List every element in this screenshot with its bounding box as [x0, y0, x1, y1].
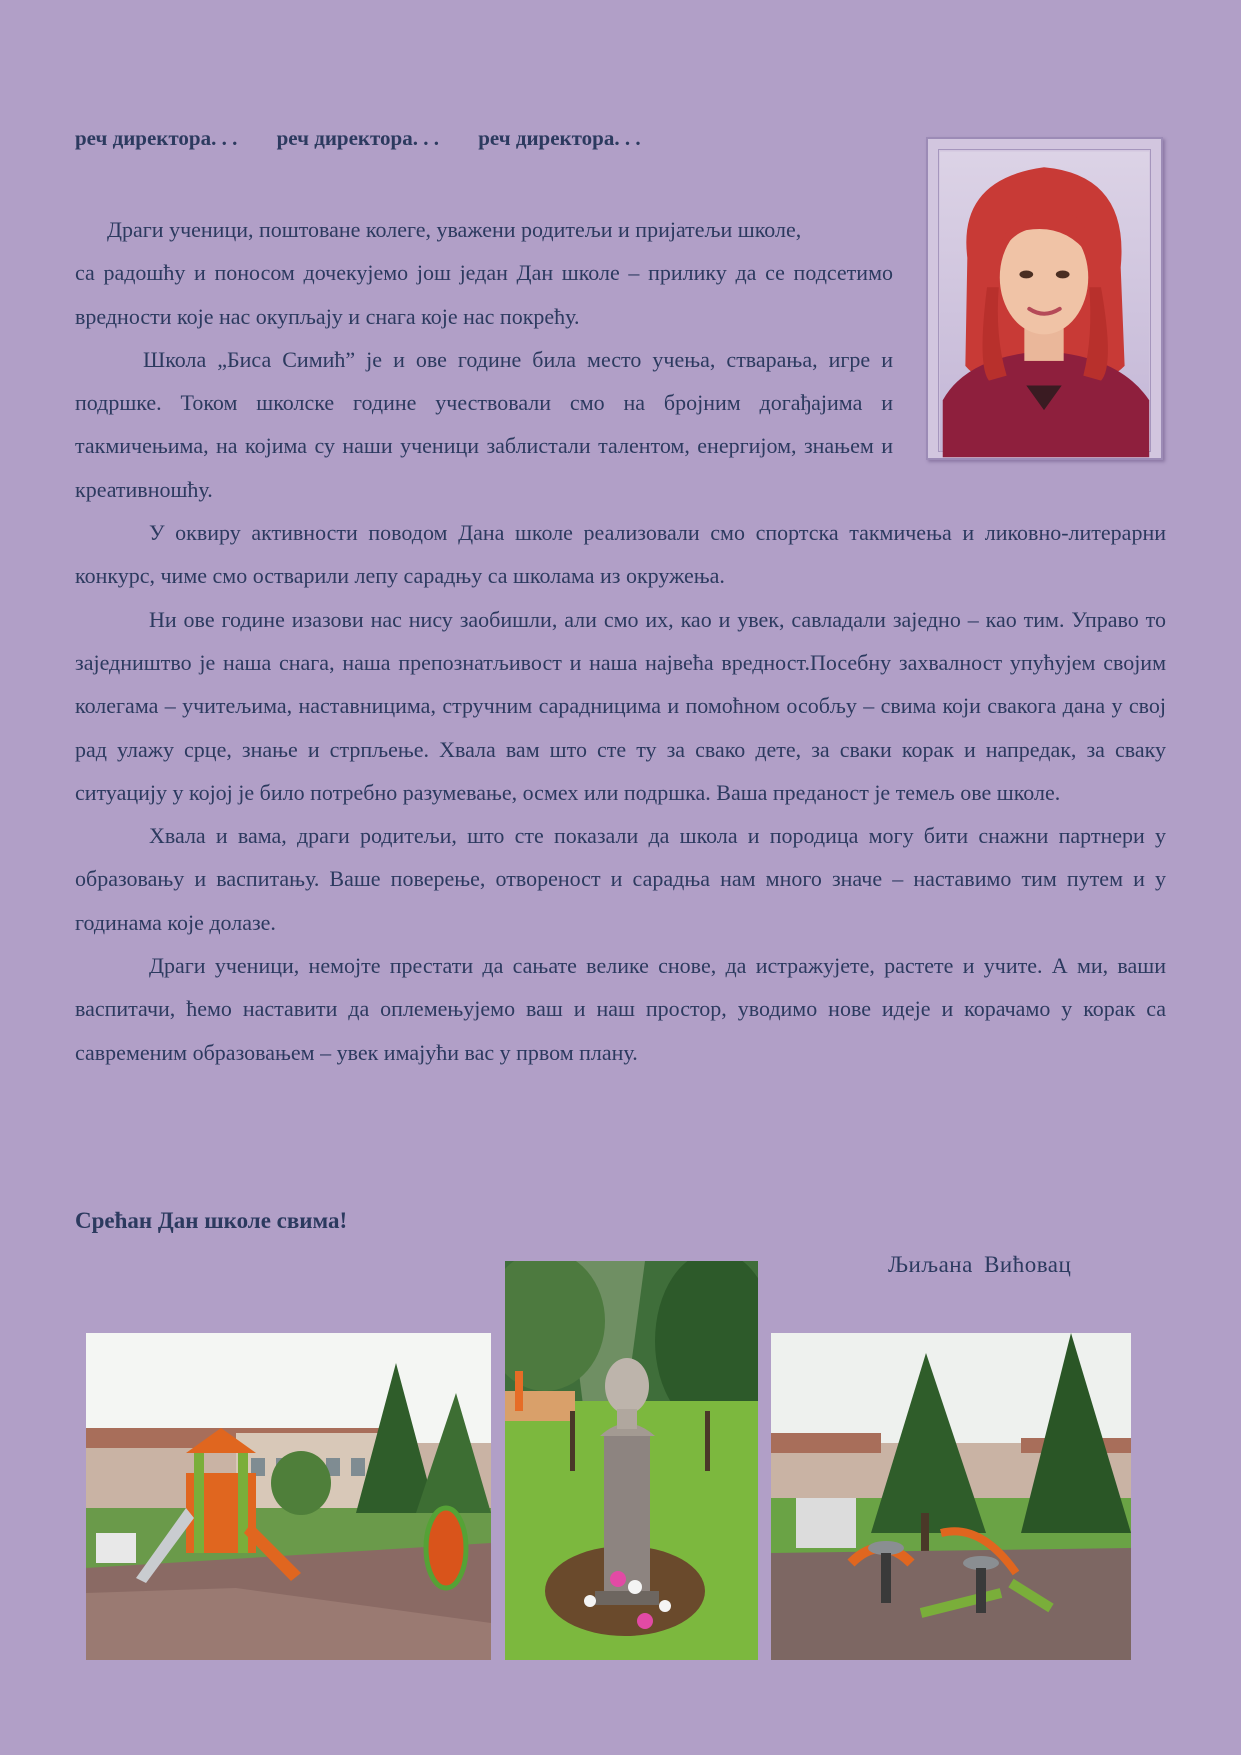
header-label: реч директора. . .: [478, 126, 641, 150]
closing-line: Срећан Дан школе свима!: [75, 1208, 348, 1233]
letter-paragraph: Хвала и вама, драги родитељи, што сте показали да школа и породица могу бити снажни партнери у образовању и васпитању. Ваше поверење, отвореност и сарадња нам много значе – наставимо тим путем и у годинама које долазе.: [75, 823, 1166, 935]
letter-paragraph: Школа „Биса Симић” је и ове године била место учења, стварања, игре и подршке. Током школске године учествовали смо на бројним догађајима и такмичењима, на којима су наши ученици заблистали талентом, енергијом, знањем и креативношћу.: [75, 346, 893, 502]
header-line: [75, 126, 641, 151]
header-label: реч директора. . .: [75, 126, 238, 150]
letter-paragraph: Ни ове године изазови нас нису заобишли, али смо их, као и увек, савладали заједно – као тим. Управо то заједништво је наша снага, наша препознатљивост и наша највећа вредност.Посебну захвалност упућујем својим колегама – учитељима, наставницима, стручним сарадницима и помоћном особљу – свима који свакога дана у свој рад улажу срце, знање и стрпљење. Хвала вам што сте ту за свако дете, за сваки корак и напредак, за сваку ситуацију у којој је било потребно разумевање, осмех или подршка. Ваша преданост је темељ ове школе.: [75, 606, 1166, 805]
letter-body: [75, 208, 1166, 1074]
monument-photo: [505, 1261, 758, 1660]
outdoor-gym-photo: [771, 1333, 1131, 1660]
letter-paragraph: са радошћу и поносом дочекујемо још један Дан школе – прилику да се подсетимо вредности које нас окупљају и снага које нас покрећу.: [75, 260, 893, 329]
letter-paragraph: Драги ученици, поштоване колеге, уважени родитељи и пријатељи школе,: [107, 217, 802, 242]
letter-paragraph: Драги ученици, немојте престати да сањате велике снове, да истражујете, растете и учите. А ми, ваши васпитачи, ћемо наставити да оплемењујемо ваш и наш простор, уводимо нове идеје и корачамо у корак са савременим образовањем – увек имајући вас у првом плану.: [75, 953, 1166, 1065]
signature: Љиљана Вићовац: [888, 1252, 1072, 1277]
letter-paragraph: У оквиру активности поводом Дана школе реализовали смо спортска такмичења и ликовно-литерарни конкурс, чиме смо остварили лепу сарадњу са школама из окружења.: [75, 520, 1166, 589]
header-label: реч директора. . .: [276, 126, 439, 150]
playground-photo: [86, 1333, 491, 1660]
